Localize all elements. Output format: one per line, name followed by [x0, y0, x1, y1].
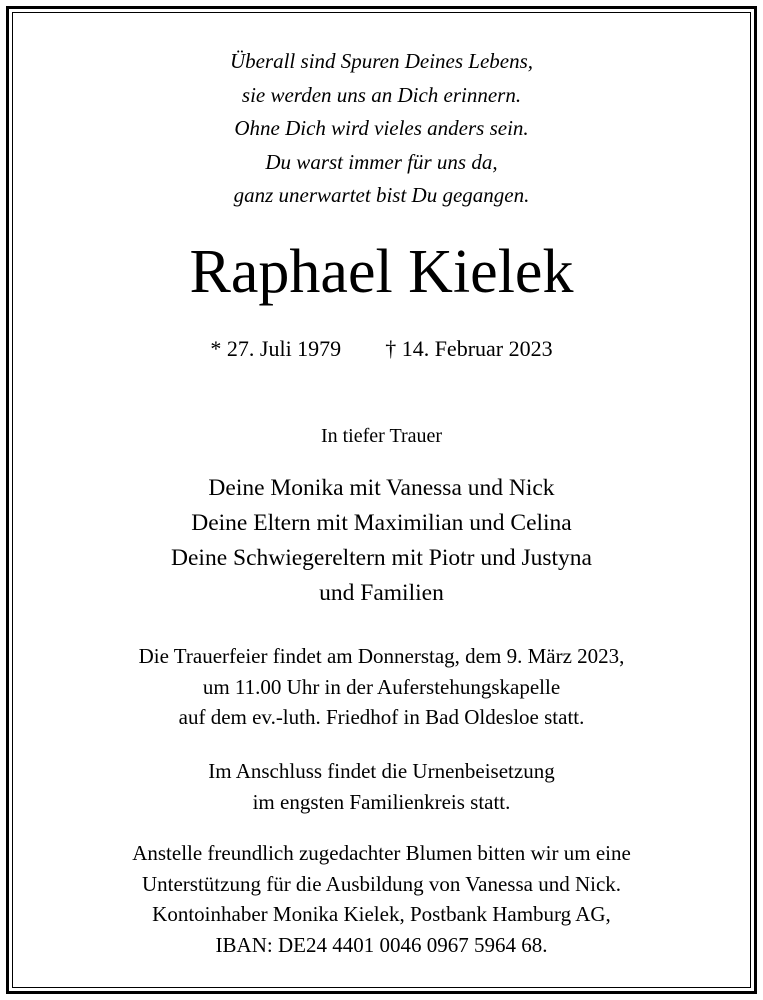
- donation-info: [0, 838, 763, 960]
- death-date: † 14. Februar 2023: [385, 336, 553, 361]
- family-line: Deine Schwiegereltern mit Piotr und Justyna: [171, 545, 592, 571]
- mourning-heading: In tiefer Trauer: [320, 425, 443, 447]
- life-dates: [0, 334, 763, 364]
- poem-line: Überall sind Spuren Deines Lebens,: [229, 49, 534, 73]
- family-line: Deine Eltern mit Maximilian und Celina: [191, 510, 572, 536]
- poem-line: Du warst immer für uns da,: [265, 149, 498, 174]
- service-line: um 11.00 Uhr in der Auferstehungskapelle: [202, 674, 561, 699]
- birth-date: * 27. Juli 1979: [210, 336, 342, 361]
- donation-line: Anstelle freundlich zugedachter Blumen bitten wir um eine: [132, 841, 631, 865]
- family-line: und Familien: [319, 580, 444, 606]
- service-line: auf dem ev.-luth. Friedhof in Bad Oldesloe statt.: [178, 705, 585, 729]
- funeral-service-info: [0, 641, 763, 733]
- burial-line: im engsten Familienkreis statt.: [252, 789, 511, 814]
- service-line: Die Trauerfeier findet am Donnerstag, dem 9. März 2023,: [138, 644, 625, 668]
- family-list: [0, 471, 763, 611]
- poem-line: sie werden uns an Dich erinnern.: [241, 82, 522, 107]
- poem-line: ganz unerwartet bist Du gegangen.: [233, 183, 530, 207]
- poem-line: Ohne Dich wird vieles anders sein.: [234, 116, 529, 140]
- memorial-poem: [0, 45, 763, 213]
- donation-line: Kontoinhaber Monika Kielek, Postbank Hamburg AG,: [152, 902, 611, 926]
- deceased-name: Raphael Kielek: [189, 238, 574, 306]
- family-line: Deine Monika mit Vanessa und Nick: [208, 475, 555, 501]
- burial-line: Im Anschluss findet die Urnenbeisetzung: [208, 759, 555, 783]
- donation-line: Unterstützung für die Ausbildung von Vanessa und Nick.: [141, 871, 622, 896]
- urn-burial-info: [0, 756, 763, 817]
- iban-line: IBAN: DE24 4401 0046 0967 5964 68.: [215, 932, 548, 957]
